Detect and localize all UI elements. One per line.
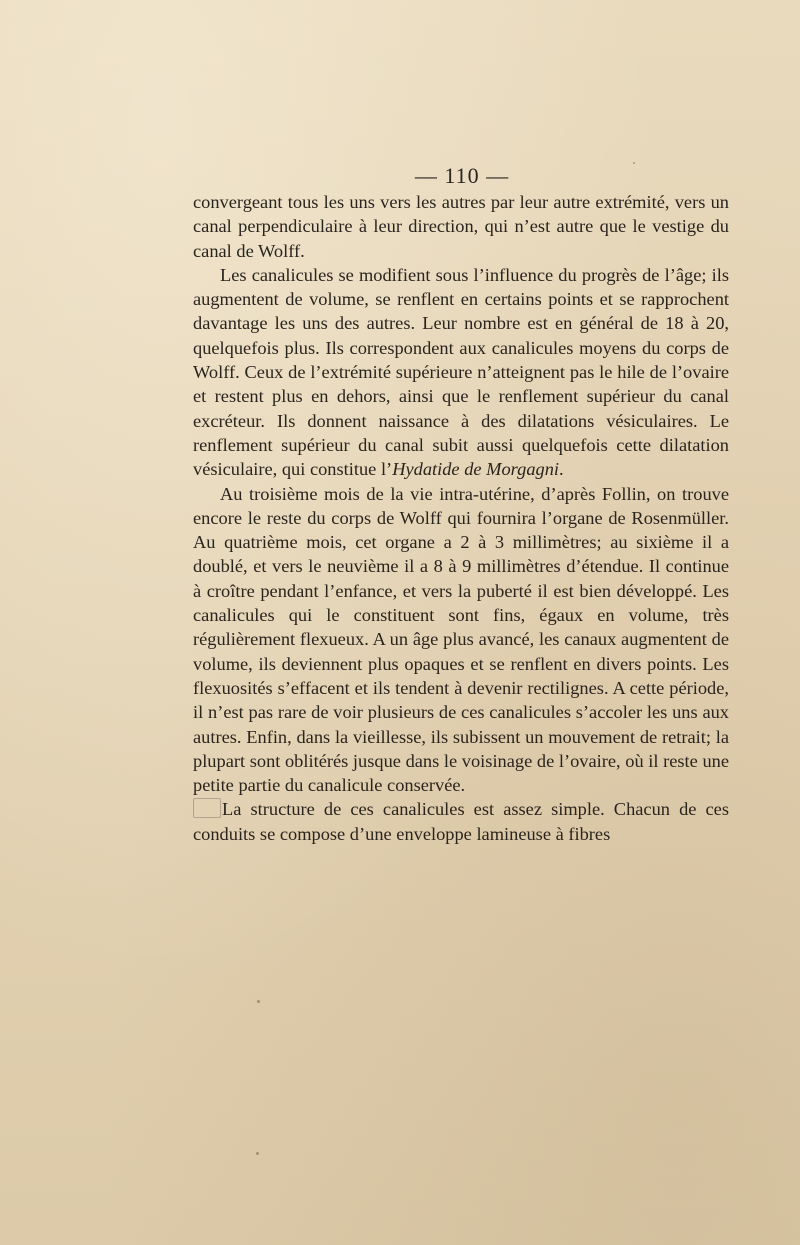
- paragraph-text: convergeant tous les uns vers les autres par leur autre extrémité, vers un canal perpendiculaire à leur direction, qui n’est autre que le vestige du canal de Wolff.: [193, 192, 729, 261]
- paper-speck: [633, 162, 635, 164]
- paragraph-structure: [193, 797, 729, 846]
- page-number: — 110 —: [414, 163, 510, 188]
- paragraph-canalicules: [193, 263, 729, 482]
- paragraph-text: La structure de ces canalicules est assez simple. Chacun de ces conduits se compose d’une enveloppe lamineuse à fibres: [193, 799, 729, 844]
- paragraph-continuation: [193, 190, 729, 263]
- paragraph-text-end: .: [559, 459, 564, 480]
- italic-term: Hydatide de Morgagni: [392, 459, 560, 480]
- paper-speck: [257, 1000, 260, 1003]
- paragraph-development: [193, 482, 729, 798]
- paper-speck: [256, 1152, 259, 1155]
- paragraph-mark-icon: [193, 798, 221, 818]
- paragraph-text: Les canalicules se modifient sous l’influence du progrès de l’âge; ils augmentent de volume, se renflent en certains points et se rapprochent davantage les uns des autres. Leur nombre est en général de 18 à 20, quelquefois plus. Ils correspondent aux canalicules moyens du corps de Wolff. Ceux de l’extrémité supérieure n’atteignent pas le hile de l’ovaire et restent plus en dehors, ainsi que le renflement supérieur du canal excréteur. Ils donnent naissance à des dilatations vésiculaires. Le renflement supérieur du canal subit aussi quelquefois cette dilatation vésiculaire, qui constitue l’: [193, 264, 729, 480]
- body-text: [193, 190, 729, 846]
- paragraph-text: Au troisième mois de la vie intra-utérine, d’après Follin, on trouve encore le reste du corps de Wolff qui fournira l’organe de Rosenmüller. Au quatrième mois, cet organe a 2 à 3 millimètres; au sixième il a doublé, et vers le neuvième il a 8 à 9 millimètres d’étendue. Il continue à croître pendant l’enfance, et vers la puberté il est bien développé. Les canalicules qui le constituent sont fins, égaux en volume, très régulièrement flexueux. A un âge plus avancé, les canaux augmentent de volume, ils deviennent plus opaques et se renflent en divers points. Les flexuosités s’effacent et ils tendent à devenir rectilignes. A cette période, il n’est pas rare de voir plusieurs de ces canalicules s’accoler les uns aux autres. Enfin, dans la vieillesse, ils subissent un mouvement de retrait; la plupart sont oblitérés jusque dans le voisinage de l’ovaire, où il reste une petite partie du canalicule conservée.: [193, 483, 729, 796]
